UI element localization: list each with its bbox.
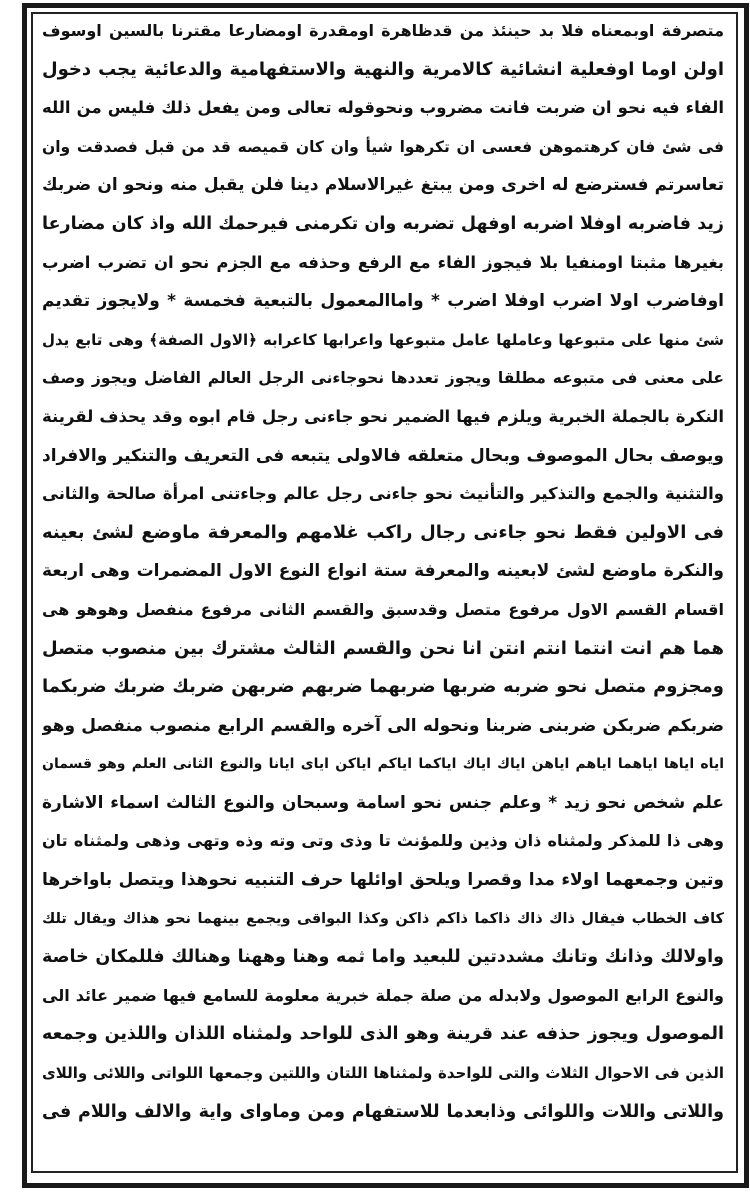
text-line: فى الاولين فقط نحو جاءنى رجال راكب غلامهم والمعرفة ماوضع لشئ بعينه [42, 521, 724, 543]
text-line: على معنى فى متبوعه مطلقا ويجوز تعددها نحوجاءنى الرجل العالم الفاضل ويجوز وصف [42, 369, 724, 388]
heading-bracket-open: ﴿ [248, 330, 257, 349]
section-heading: الاول الصفة [158, 330, 249, 349]
text-line: بغيرها مثبتا اومنفيا بلا فيجوز الفاء مع الرفع وحذفه مع الجزم نحو ان تضرب اضرب [42, 252, 724, 272]
text-line: ومجزوم متصل نحو ضربه ضربها ضربهما ضربهم ضربهن ضربك ضربك ضربكما [42, 676, 724, 698]
text-line: علم شخص نحو زيد * وعلم جنس نحو اسامة وسبحان والنوع الثالث اسماء الاشارة [42, 792, 724, 813]
text-line: وتين وجمعهما اولاء مدا وقصرا ويلحق اوائلها حرف التنبيه نحوهذا ويتصل باواخرها [42, 870, 724, 891]
arabic-text-body [42, 12, 724, 1131]
text-line: والنوع الرابع الموصول ولابدله من صلة جملة خبرية معلومة للسامع فيها ضمير عائد الى [42, 985, 724, 1005]
text-line-with-heading [42, 321, 724, 360]
text-line: واولالك وذانك وتانك مشددتين للبعيد واما ثمه وهنا وههنا وهنالك فللمكان خاصة [42, 947, 724, 968]
text-line: اولن اوما اوفعلية انشائية كالامرية والنهية والاستفهامية والدعائية يجب دخول [42, 58, 724, 80]
text-line: النكرة بالجملة الخبرية ويلزم فيها الضمير نحو جاءنى رجل قام ابوه وقد يحذف لقرينة [42, 406, 724, 426]
heading-bracket-close: ﴾ [149, 330, 159, 349]
text-line: وهى ذا للمذكر ولمثناه ذان وذين وللمؤنث تا وذى وتى وته وذه وتهى وذهى ولمثناه تان [42, 831, 724, 851]
text-line-tail: وهى تابع يدل [42, 330, 144, 349]
text-line: واللاتى واللات واللوائى وذابعدما للاستفهام ومن وماواى واية والالف واللام فى [42, 1101, 724, 1122]
text-line: اقسام القسم الاول مرفوع متصل وقدسبق والقسم الثانى مرفوع منفصل وهوهو هى [42, 599, 724, 619]
text-line: متصرفة اوبمعناه فلا بد حينئذ من قدظاهرة اومقدرة اومضارعا مقترنا بالسين اوسوف [42, 21, 724, 40]
text-line: والنكرة ماوضع لشئ لابعينه والمعرفة ستة انواع النوع الاول المضمرات وهى اربعة [42, 561, 724, 582]
text-line: كاف الخطاب فيقال ذاك ذاك ذاكما ذاكم ذاكن وكذا البواقى ويجمع بينهما نحو هذاك ويقال تلك [42, 910, 724, 927]
text-line: اوفاضرب اولا اضرب اوفلا اضرب * واماالمعمول بالتبعية فخمسة * ولايجوز تقديم [42, 291, 724, 312]
text-line: ويوصف بحال الموصوف وبحال متعلقه فالاولى يتبعه فى التعريف والتنكير والافراد [42, 445, 724, 466]
text-line-lead: شئ منها على متبوعها وعاملها عامل متبوعها واعرابها كاعرابه [262, 330, 724, 349]
text-line: اياه اياها اياهما اياهم اياهن اياك اياك اياكما اياكم اياكن اياى ايانا والنوع الثانى العلم وهو قسمان [42, 756, 724, 773]
text-line: ضربكم ضربكن ضربنى ضربنا ونحوله الى آخره والقسم الرابع منصوب منفصل وهو [42, 715, 724, 736]
text-line: هما هم انت انتما انتم انتن انا نحن والقسم الثالث مشترك بين منصوب متصل [42, 637, 724, 659]
text-line: زيد فاضربه اوفلا اضربه اوفهل تضربه وان تكرمنى فيرحمك الله واذ كان مضارعا [42, 213, 724, 234]
text-line: الموصول ويجوز حذفه عند قرينة وهو الذى للواحد ولمثناه اللذان واللذين وجمعه [42, 1024, 724, 1045]
text-line: والتثنية والجمع والتذكير والتأنيث نحو جاءنى رجل عالم وجاءتنى امرأة صالحة والثانى [42, 484, 724, 504]
text-line: الذين فى الاحوال الثلاث والتى للواحدة ولمثناها اللتان واللتين وجمعها اللواتى واللائى واللاى [42, 1064, 724, 1083]
text-line: فى شئ فان كرهتموهن فعسى ان تكرهوا شيأ وان كان قميصه قد من قبل فصدقت وان [42, 137, 724, 156]
text-line: الفاء فيه نحو ان ضربت فانت مضروب ونحوقوله تعالى ومن يفعل ذلك فليس من الله [42, 98, 724, 118]
text-line: تعاسرتم فسترضع له اخرى ومن يبتغ غيرالاسلام دينا فلن يقبل منه ونحو ان ضربك [42, 175, 724, 196]
